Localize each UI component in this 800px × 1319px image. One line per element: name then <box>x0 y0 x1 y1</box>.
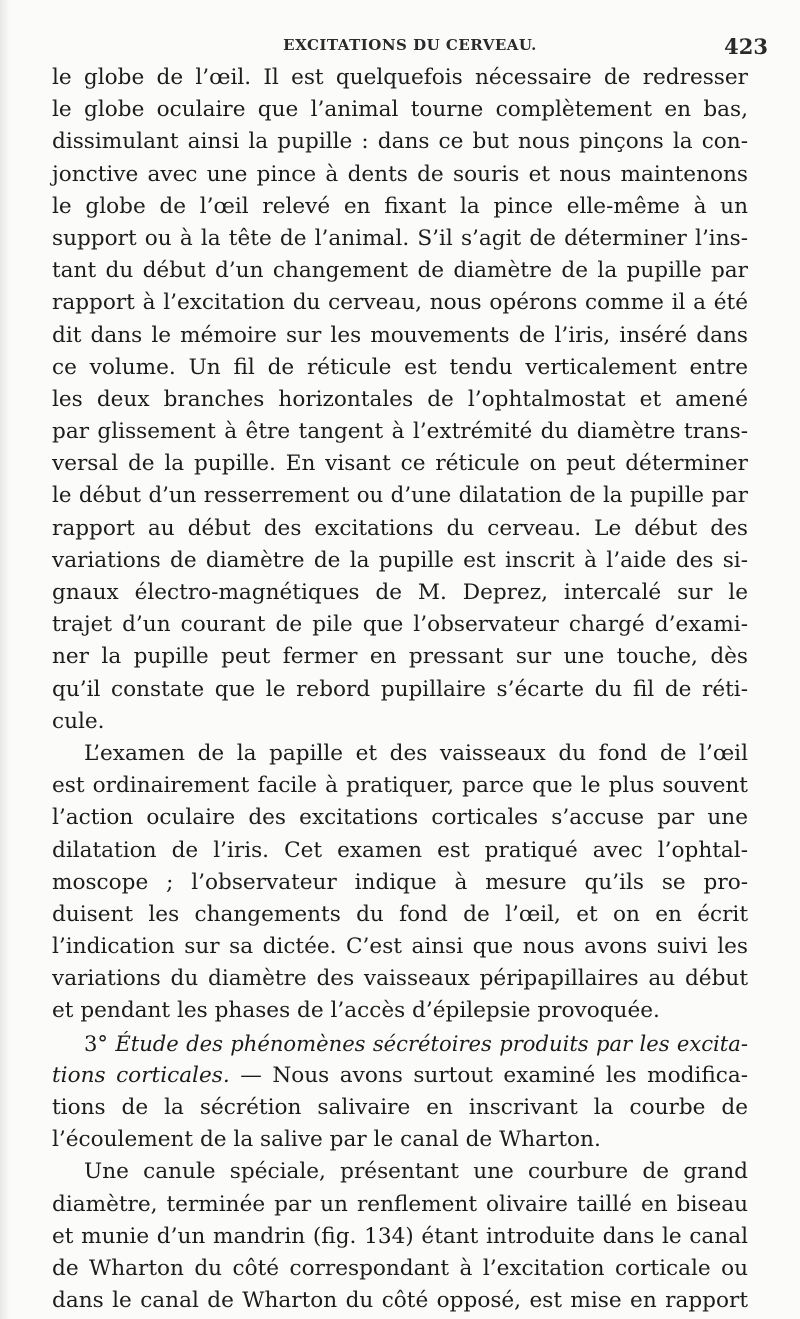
text-line: diamètre, terminée par un renflement olivaire taillé en biseau <box>52 1191 748 1217</box>
section-title: Étude des phénomènes sécrétoires produits par les excita- <box>115 1030 748 1056</box>
text-line: et munie d’un mandrin (fig. 134) étant introduite dans le canal <box>52 1223 748 1249</box>
text-line: le globe oculaire que l’animal tourne complètement en bas, <box>52 97 748 123</box>
running-head: EXCITATIONS DU CERVEAU. <box>283 36 537 54</box>
text-line: dit dans le mémoire sur les mouvements de l’iris, inséré dans <box>52 322 748 348</box>
text-line: ce volume. Un fil de réticule est tendu verticalement entre <box>52 354 748 380</box>
text-line: l’action oculaire des excitations corticales s’accuse par une <box>52 805 748 831</box>
section-number: 3° <box>84 1030 108 1056</box>
text-line: le début d’un resserrement ou d’une dilatation de la pupille par <box>52 483 748 509</box>
text-line: est ordinairement facile à pratiquer, parce que le plus souvent <box>52 773 748 799</box>
text-line: variations du diamètre des vaisseaux péripapillaires au début <box>52 966 748 992</box>
text-line: trajet d’un courant de pile que l’observateur chargé d’exami- <box>52 612 748 638</box>
text-line: dans le canal de Wharton du côté opposé, est mise en rapport <box>52 1288 748 1314</box>
text-line: qu’il constate que le rebord pupillaire s’écarte du fil de réti- <box>52 676 748 702</box>
page-number: 423 <box>724 34 768 59</box>
text-line: ner la pupille peut fermer en pressant sur une touche, dès <box>52 644 748 670</box>
text-line: tions de la sécrétion salivaire en inscrivant la courbe de <box>52 1095 748 1120</box>
text-line: moscope ; l’observateur indique à mesure qu’ils se pro- <box>52 869 748 895</box>
text-line: par glissement à être tangent à l’extrémité du diamètre trans- <box>52 419 748 445</box>
section-title-cont: tions corticales. <box>52 1062 230 1088</box>
text-line: l’indication sur sa dictée. C’est ainsi que nous avons suivi les <box>52 934 748 960</box>
section-heading-line-2 <box>52 1060 748 1092</box>
page-edge-shadow <box>0 0 10 1319</box>
text-line: rapport au début des excitations du cerveau. Le début des <box>52 515 748 541</box>
text-line: de Wharton du côté correspondant à l’excitation corticale ou <box>52 1255 748 1281</box>
text-line: dissimulant ainsi la pupille : dans ce but nous pinçons la con- <box>52 129 748 155</box>
page-header <box>52 30 768 58</box>
text-line: le globe de l’œil. Il est quelquefois nécessaire de redresser <box>52 65 748 90</box>
text-line: variations de diamètre de la pupille est inscrit à l’aide des si- <box>52 547 748 573</box>
text-line: dilatation de l’iris. Cet examen est pratiqué avec l’ophtal- <box>52 837 748 863</box>
section-heading-line <box>52 1028 748 1060</box>
text-line: les deux branches horizontales de l’ophtalmostat et amené <box>52 386 748 412</box>
text-line: cule. <box>52 708 105 734</box>
section-text: — Nous avons surtout examiné les modifica- <box>229 1062 748 1088</box>
text-line: jonctive avec une pince à dents de souris et nous maintenons <box>52 161 748 187</box>
text-line: l’écoulement de la salive par le canal de Wharton. <box>52 1127 601 1153</box>
text-line: tant du début d’un changement de diamètre de la pupille par <box>52 258 748 284</box>
paragraph-start-line: L’examen de la papille et des vaisseaux du fond de l’œil <box>84 740 748 766</box>
text-line: et pendant les phases de l’accès d’épilepsie provoquée. <box>52 998 660 1024</box>
text-line: versal de la pupille. En visant ce réticule on peut déterminer <box>52 451 748 477</box>
text-line: rapport à l’excitation du cerveau, nous opérons comme il a été <box>52 290 748 316</box>
paragraph-start-line: Une canule spéciale, présentant une courbure de grand <box>84 1159 748 1185</box>
text-line: duisent les changements du fond de l’œil, et on en écrit <box>52 901 748 927</box>
text-line: support ou à la tête de l’animal. S’il s’agit de déterminer l’ins- <box>52 225 748 251</box>
page-body <box>52 62 748 1317</box>
text-line: gnaux électro-magnétiques de M. Deprez, intercalé sur le <box>52 580 748 605</box>
text-line: le globe de l’œil relevé en fixant la pince elle-même à un <box>52 193 748 219</box>
